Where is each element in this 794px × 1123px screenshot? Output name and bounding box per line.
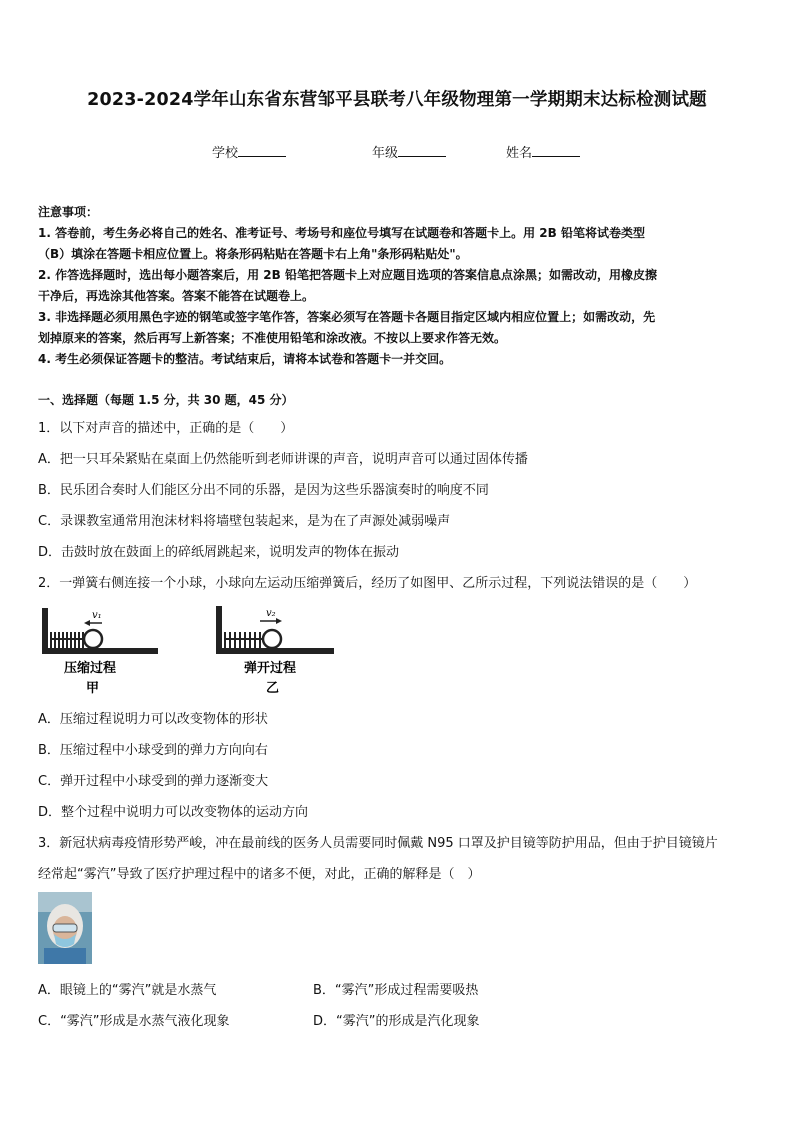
ball bbox=[84, 630, 102, 648]
note-line: 干净后，再选涂其他答案。答案不能答在试题卷上。 bbox=[38, 289, 315, 303]
question-1-stem: 1．以下对声音的描述中，正确的是（ ） bbox=[38, 421, 294, 436]
name-field bbox=[506, 142, 580, 161]
label-jia: 甲 bbox=[86, 681, 100, 696]
medical-worker-photo bbox=[38, 892, 92, 964]
diagram-yi bbox=[216, 606, 334, 696]
velocity-v1-label: v₁ bbox=[92, 610, 102, 621]
spring-ball-figure bbox=[38, 600, 338, 700]
note-line: （B）填涂在答题卡相应位置上。将条形码粘贴在答题卡右上角"条形码粘贴处"。 bbox=[38, 247, 468, 261]
question-3-stem-line1: 3．新冠状病毒疫情形势严峻，冲在最前线的医务人员需要同时佩戴 N95 口罩及护目镜等防护用品，但由于护目镜镜片 bbox=[38, 836, 718, 851]
caption-compress: 压缩过程 bbox=[64, 661, 117, 676]
note-line: 1. 答卷前，考生务必将自己的姓名、准考证号、考场号和座位号填写在试题卷和答题卡上。用 2B 铅笔将试卷类型 bbox=[38, 226, 645, 240]
label-yi: 乙 bbox=[266, 681, 280, 696]
arrow-right-icon bbox=[276, 618, 282, 624]
q2-option-b: B．压缩过程中小球受到的弹力方向向右 bbox=[38, 743, 268, 758]
grade-blank bbox=[398, 145, 446, 157]
ball bbox=[263, 630, 281, 648]
q1-option-d: D．击鼓时放在鼓面上的碎纸屑跳起来，说明发声的物体在振动 bbox=[38, 545, 400, 560]
q1-option-b: B．民乐团合奏时人们能区分出不同的乐器，是因为这些乐器演奏时的响度不同 bbox=[38, 483, 489, 498]
released-spring bbox=[224, 632, 264, 648]
diagram-jia bbox=[42, 608, 158, 696]
notes-heading: 注意事项： bbox=[38, 205, 99, 219]
page-title: 2023-2024学年山东省东营邹平县联考八年级物理第一学期期末达标检测试题 bbox=[87, 90, 707, 110]
name-blank bbox=[532, 145, 580, 157]
grade-field bbox=[372, 142, 446, 161]
q3-option-c: C．“雾汽”形成是水蒸气液化现象 bbox=[38, 1014, 230, 1029]
question-2-stem: 2．一弹簧右侧连接一个小球，小球向左运动压缩弹簧后，经历了如图甲、乙所示过程，下列说法错误的是（ ） bbox=[38, 576, 697, 591]
note-line: 划掉原来的答案，然后再写上新答案；不准使用铅笔和涂改液。不按以上要求作答无效。 bbox=[38, 331, 507, 345]
q2-option-c: C．弹开过程中小球受到的弹力逐渐变大 bbox=[38, 774, 269, 789]
grade-label: 年级 bbox=[372, 146, 399, 161]
question-3-stem-line2: 经常起“雾汽”导致了医疗护理过程中的诸多不便，对此，正确的解释是（ ） bbox=[38, 867, 481, 882]
school-field bbox=[212, 142, 286, 161]
q1-option-c: C．录课教室通常用泡沫材料将墙壁包装起来，是为在了声源处减弱噪声 bbox=[38, 514, 451, 529]
velocity-v2-label: v₂ bbox=[266, 608, 276, 619]
note-line: 4. 考生必须保证答题卡的整洁。考试结束后，请将本试卷和答题卡一并交回。 bbox=[38, 352, 452, 366]
note-line: 3. 非选择题必须用黑色字迹的钢笔或签字笔作答，答案必须写在答题卡各题目指定区域内相应位置上；如需改动，先 bbox=[38, 310, 656, 324]
name-label: 姓名 bbox=[506, 146, 533, 161]
q3-option-d: D．“雾汽”的形成是汽化现象 bbox=[313, 1014, 480, 1029]
q2-option-a: A．压缩过程说明力可以改变物体的形状 bbox=[38, 712, 268, 727]
q2-option-d: D．整个过程中说明力可以改变物体的运动方向 bbox=[38, 805, 309, 820]
q3-option-b: B．“雾汽”形成过程需要吸热 bbox=[313, 983, 479, 998]
spring-diagram bbox=[38, 600, 338, 700]
school-blank bbox=[238, 145, 286, 157]
compressed-spring bbox=[50, 632, 86, 648]
q1-option-a: A．把一只耳朵紧贴在桌面上仍然能听到老师讲课的声音，说明声音可以通过固体传播 bbox=[38, 452, 528, 467]
school-label: 学校 bbox=[212, 146, 239, 161]
note-line: 2. 作答选择题时，选出每小题答案后，用 2B 铅笔把答题卡上对应题目选项的答案信息点涂黑；如需改动，用橡皮擦 bbox=[38, 268, 657, 282]
q3-option-a: A．眼镜上的“雾汽”就是水蒸气 bbox=[38, 983, 217, 998]
arrow-left-icon bbox=[84, 620, 90, 626]
section-heading: 一、选择题（每题 1.5 分，共 30 题，45 分） bbox=[38, 393, 294, 407]
caption-release: 弹开过程 bbox=[244, 661, 297, 676]
